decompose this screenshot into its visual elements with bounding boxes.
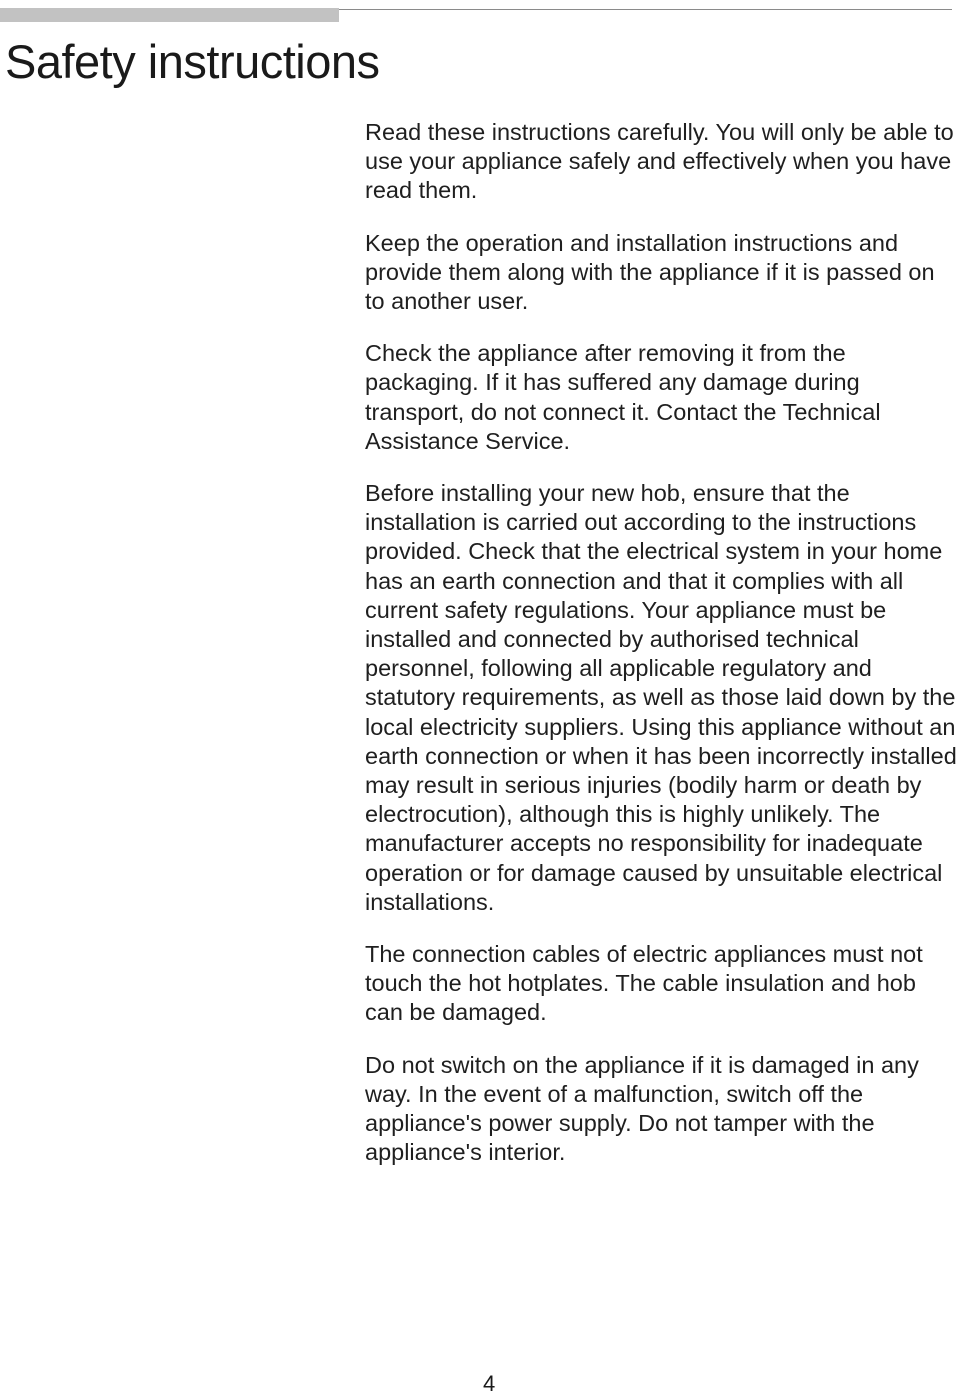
- paragraph-installation: Before installing your new hob, ensure that the installation is carried out according to the instructions provided. Check that the electrical system in your home has an earth connection and that it complies with all current safety regulations. Your appliance must be installed and connected by authorised technical personnel, following all applicable regulatory and statutory requirements, as well as those laid down by the local electricity suppliers. Using this appliance without an earth connection or when it has been incorrectly installed may result in serious injuries (bodily harm or death by electrocution), although this is highly unlikely. The manufacturer accepts no responsibility for inadequate operation or for damage caused by unsuitable electrical installations.: [365, 480, 957, 915]
- paragraph-keep-instructions: Keep the operation and installation instructions and provide them along with the appliance if it is passed on to another user.: [365, 229, 935, 315]
- body-text: [365, 118, 959, 1191]
- page-number: 4: [483, 1371, 496, 1396]
- paragraph-damaged-appliance: Do not switch on the appliance if it is damaged in any way. In the event of a malfunction, switch off the appliance's power supply. Do not tamper with the appliance's interior.: [365, 1051, 919, 1166]
- header-rule: [339, 9, 952, 10]
- page-title: Safety instructions: [5, 35, 380, 88]
- paragraph-check-appliance: Check the appliance after removing it from the packaging. If it has suffered any damage during transport, do not connect it. Contact the Technical Assistance Service.: [365, 340, 881, 454]
- paragraph-read-instructions: Read these instructions carefully. You will only be able to use your appliance safely and effectively when you have read them.: [365, 119, 954, 204]
- paragraph-connection-cables: The connection cables of electric appliances must not touch the hot hotplates. The cable insulation and hob can be damaged.: [365, 941, 923, 1026]
- header-bar: [0, 8, 339, 22]
